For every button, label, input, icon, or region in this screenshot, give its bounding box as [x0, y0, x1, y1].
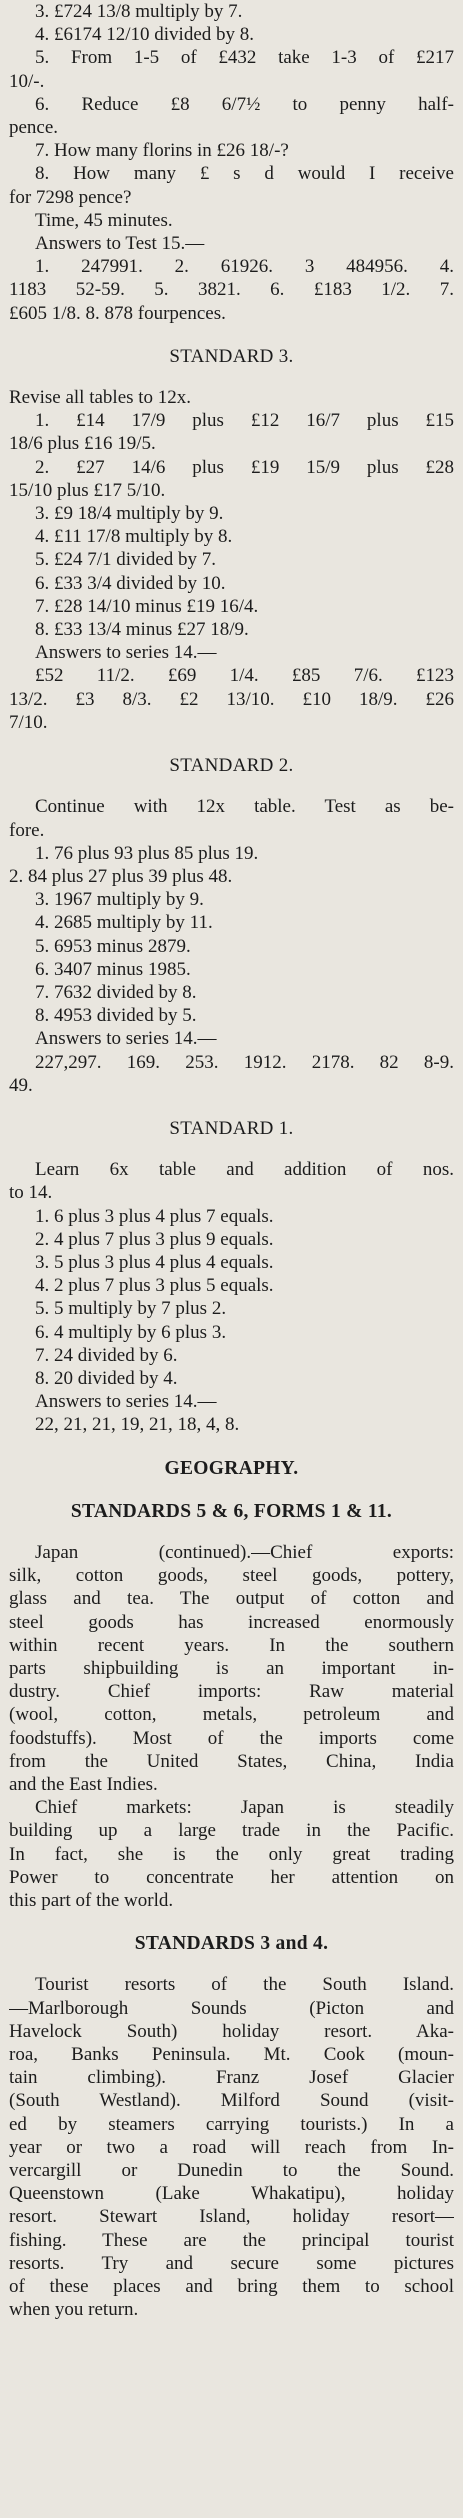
newspaper-column: [9, 0, 454, 2321]
text-line: year or two a road will reach from In-: [9, 2136, 454, 2158]
standard-1-section: [9, 1158, 454, 1436]
text-line: 8. How many £ s d would I receive: [35, 163, 454, 185]
text-line: 1. 6 plus 3 plus 4 plus 7 equals.: [35, 1205, 274, 1227]
text-line: Answers to series 14.—: [35, 1391, 217, 1413]
text-line: 5. 6953 minus 2879.: [35, 935, 191, 957]
text-line: Power to concentrate her attention on: [9, 1866, 454, 1888]
text-line: 2. £27 14/6 plus £19 15/9 plus £28: [35, 456, 454, 478]
text-line: 7. 24 divided by 6.: [35, 1344, 178, 1366]
standards-3-4-section: [9, 1973, 454, 2321]
standards-5-6-heading: STANDARDS 5 & 6, FORMS 1 & 11.: [70, 1500, 393, 1522]
text-line: of these places and bring them to school: [9, 2276, 454, 2298]
text-line: Answers to Test 15.—: [35, 233, 205, 255]
text-line: 3. £9 18/4 multiply by 9.: [35, 503, 224, 525]
text-line: 1183 52-59. 5. 3821. 6. £183 1/2. 7.: [9, 279, 454, 301]
text-line: fishing. These are the principal tourist: [9, 2229, 454, 2251]
text-line: Japan (continued).—Chief exports:: [35, 1541, 454, 1563]
text-line: Chief markets: Japan is steadily: [35, 1797, 454, 1819]
text-line: 7. 7632 divided by 8.: [35, 981, 197, 1003]
text-line: (wool, cotton, metals, petroleum and: [9, 1704, 454, 1726]
text-line: 1. £14 17/9 plus £12 16/7 plus £15: [35, 410, 454, 432]
text-line: (South Westland). Milford Sound (visit-: [9, 2090, 454, 2112]
text-line: this part of the world.: [9, 1890, 174, 1912]
text-line: 4. £6174 12/10 divided by 8.: [35, 24, 255, 46]
text-line: silk, cotton goods, steel goods, pottery,: [9, 1565, 454, 1587]
text-line: Queenstown (Lake Whakatipu), holiday: [9, 2183, 454, 2205]
text-line: 8. 20 divided by 4.: [35, 1367, 178, 1389]
text-line: from the United States, China, India: [9, 1750, 454, 1772]
text-line: 4. £11 17/8 multiply by 8.: [35, 526, 233, 548]
text-line: glass and tea. The output of cotton and: [9, 1588, 454, 1610]
text-line: 1. 76 plus 93 plus 85 plus 19.: [35, 842, 259, 864]
text-line: 5. £24 7/1 divided by 7.: [35, 549, 217, 571]
text-line: Answers to series 14.—: [35, 1028, 217, 1050]
text-line: 6. Reduce £8 6/7½ to penny half-: [35, 93, 454, 115]
text-line: In fact, she is the only great trading: [9, 1843, 454, 1865]
text-line: Time, 45 minutes.: [35, 209, 173, 231]
text-line: £605 1/8. 8. 878 fourpences.: [9, 302, 226, 324]
text-line: 2. 4 plus 7 plus 3 plus 9 equals.: [35, 1228, 274, 1250]
text-line: 3. £724 13/8 multiply by 7.: [35, 1, 243, 22]
text-line: 3. 1967 multiply by 9.: [35, 889, 204, 911]
text-line: 1. 247991. 2. 61926. 3 484956. 4.: [35, 256, 454, 278]
text-line: steel goods has increased enormously: [9, 1611, 454, 1633]
text-line: and the East Indies.: [9, 1774, 158, 1796]
text-line: 6. 4 multiply by 6 plus 3.: [35, 1321, 227, 1343]
text-line: Continue with 12x table. Test as be-: [35, 796, 454, 818]
text-line: when you return.: [9, 2299, 139, 2321]
text-line: to 14.: [9, 1182, 53, 1204]
text-line: for 7298 pence?: [9, 186, 132, 208]
text-line: building up a large trade in the Pacific.: [9, 1820, 454, 1842]
text-line: roa, Banks Peninsula. Mt. Cook (moun-: [9, 2044, 454, 2066]
text-line: 6. £33 3/4 divided by 10.: [35, 572, 226, 594]
text-line: ed by steamers carrying tourists.) In a: [9, 2113, 454, 2135]
text-line: 49.: [9, 1074, 33, 1096]
text-line: 22, 21, 21, 19, 21, 18, 4, 8.: [35, 1414, 240, 1436]
text-line: 5. From 1-5 of £432 take 1-3 of £217: [35, 47, 454, 69]
text-line: fore.: [9, 819, 45, 841]
standard-2-section: [9, 795, 454, 1097]
standard-1-heading: STANDARD 1.: [169, 1117, 294, 1139]
text-line: £52 11/2. £69 1/4. £85 7/6. £123: [35, 665, 454, 687]
standard-2-heading: STANDARD 2.: [169, 755, 294, 777]
text-line: Answers to series 14.—: [35, 642, 217, 664]
text-line: —Marlborough Sounds (Picton and: [9, 1997, 454, 2019]
text-line: foodstuffs). Most of the imports come: [9, 1727, 454, 1749]
text-line: Revise all tables to 12x.: [9, 387, 192, 409]
text-line: 2. 84 plus 27 plus 39 plus 48.: [9, 865, 233, 887]
text-line: 13/2. £3 8/3. £2 13/10. £10 18/9. £26: [9, 688, 454, 710]
text-line: Tourist resorts of the South Island.: [35, 1974, 454, 1996]
text-line: vercargill or Dunedin to the Sound.: [9, 2160, 454, 2182]
standards-5-6-section: [9, 1541, 454, 1912]
text-line: Learn 6x table and addition of nos.: [35, 1159, 454, 1181]
text-line: pence.: [9, 117, 59, 139]
text-line: Havelock South) holiday resort. Aka-: [9, 2020, 454, 2042]
standard-3-section: [9, 386, 454, 734]
text-line: tain climbing). Franz Josef Glacier: [9, 2067, 454, 2089]
test-15-section: [9, 0, 454, 325]
text-line: 7/10.: [9, 711, 48, 733]
text-line: 6. 3407 minus 1985.: [35, 958, 191, 980]
text-line: 7. £28 14/10 minus £19 16/4.: [35, 595, 259, 617]
text-line: 10/-.: [9, 70, 45, 92]
text-line: 227,297. 169. 253. 1912. 2178. 82 8-9.: [35, 1051, 454, 1073]
text-line: 3. 5 plus 3 plus 4 plus 4 equals.: [35, 1251, 274, 1273]
standards-3-4-heading: STANDARDS 3 and 4.: [134, 1933, 329, 1955]
text-line: 15/10 plus £17 5/10.: [9, 479, 166, 501]
text-line: 4. 2 plus 7 plus 3 plus 5 equals.: [35, 1275, 274, 1297]
text-line: 8. 4953 divided by 5.: [35, 1005, 197, 1027]
text-line: parts shipbuilding is an important in-: [9, 1658, 454, 1679]
text-line: 8. £33 13/4 minus £27 18/9.: [35, 619, 249, 641]
text-line: 4. 2685 multiply by 11.: [35, 912, 213, 934]
standard-3-heading: STANDARD 3.: [169, 345, 294, 367]
text-line: dustry. Chief imports: Raw material: [9, 1681, 454, 1703]
text-line: 18/6 plus £16 19/5.: [9, 433, 156, 455]
text-line: 7. How many florins in £26 18/-?: [35, 140, 289, 162]
text-line: 5. 5 multiply by 7 plus 2.: [35, 1298, 227, 1320]
text-line: resorts. Try and secure some pictures: [9, 2252, 454, 2274]
text-line: resort. Stewart Island, holiday resort—: [9, 2206, 454, 2228]
text-line: within recent years. In the southern: [9, 1634, 454, 1656]
geography-heading: GEOGRAPHY.: [164, 1457, 299, 1479]
